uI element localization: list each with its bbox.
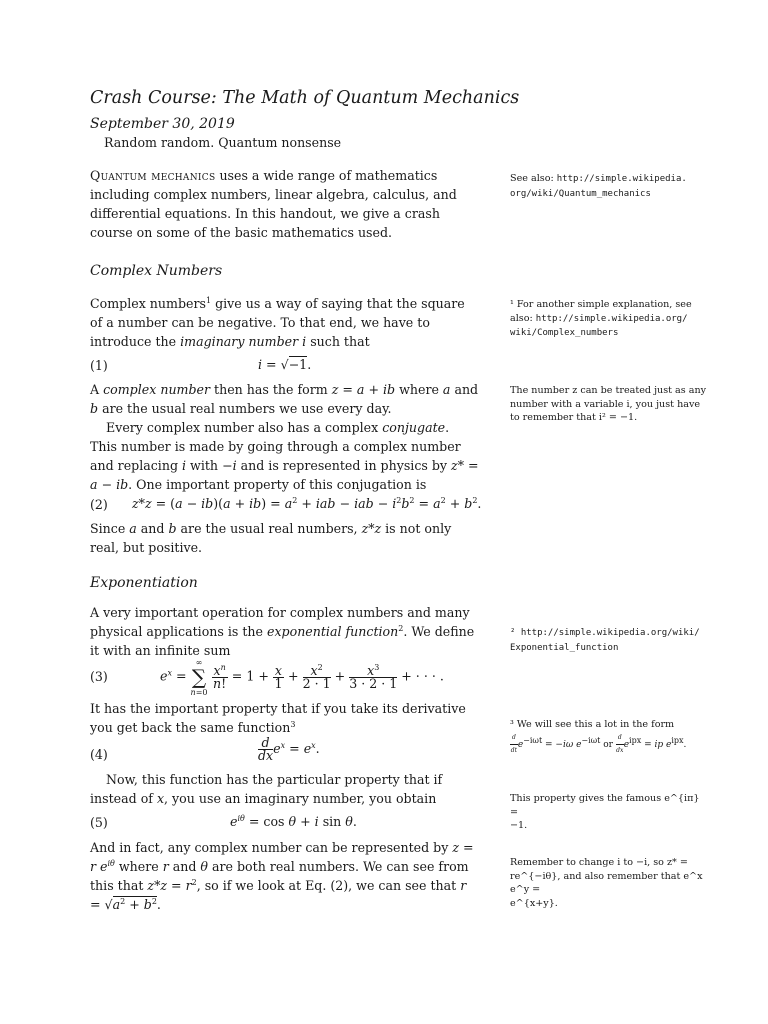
- page-title: Crash Course: The Math of Quantum Mechanics: [90, 88, 520, 108]
- sidenote-euler-line2: −1.: [510, 820, 528, 831]
- equation-number-3: (3): [90, 669, 108, 684]
- equation-3: $e^x$ = ∞ ∑ n=0 $\frac{x^n}{n!}$ = 1 + $\frac{x}{1}$ + $\frac{x^2}{2 \cdot 1}$ + $\frac{x^3}{3 \cdot 2 \cdot 1}$ + · · · .: [160, 658, 444, 697]
- equation-1: i = √−1.: [258, 357, 312, 372]
- section-heading-complex: Complex Numbers: [90, 263, 223, 279]
- sidenote-euler-line1: This property gives the famous e^{iπ} =: [510, 793, 700, 818]
- see-also-label: See also:: [510, 173, 554, 184]
- exp-paragraph-4: And in fact, any complex number can be represented by z = r $e^{i\theta}$ where r and θ are both real numbers. We can see from this that $z*z = r^2$, so if we look at Eq. (2), we can see that $r = √a^2 + b^2$.: [90, 840, 474, 912]
- intro-body: uses a wide range of mathematics including complex numbers, linear algebra, calculus, and differential equations. In this handout, we give a crash course on some of the basic mathematics used.: [90, 168, 457, 240]
- equation-number-1: (1): [90, 358, 108, 373]
- subtitle: Random random. Quantum nonsense: [104, 135, 342, 150]
- complex-paragraph-1: Complex numbers$^1$ give us a way of saying that the square of a number can be negative. To that end, we have to introduce the imaginary number i such that: [90, 295, 465, 349]
- exp-paragraph-2: It has the important property that if you take its derivative you get back the same function$^3$: [90, 701, 466, 735]
- sidenote-3: [510, 718, 730, 757]
- exp-paragraph-1: A very important operation for complex numbers and many physical applications is the exponential function$^2$. We define it with an infinite sum: [90, 605, 475, 658]
- exp-paragraph-3: Now, this function has the particular property that if instead of x, you use an imaginary number, you obtain: [90, 772, 443, 806]
- equation-2: $z*z = (a - ib)(a + ib) = a^2$ + iab − iab − $i^2b^2 = a^2 + b^2$.: [132, 495, 482, 511]
- sidenote-1-link[interactable]: http://simple.wikipedia.org/: [535, 313, 688, 324]
- sidenote-3-text: ³ We will see this a lot in the form: [510, 719, 675, 730]
- sidenote-change: [510, 856, 710, 910]
- equation-number-2: (2): [90, 497, 108, 512]
- see-also-link[interactable]: http://simple.wikipedia.: [556, 174, 687, 184]
- equation-5: $e^{i\theta} = \cos \theta + i$ sin θ.: [230, 813, 357, 829]
- sidenote-1: [510, 298, 710, 341]
- sidenote-change-line2: re^{−iθ}, and also remember that e^x e^y =: [510, 870, 703, 895]
- sidenote-3-formula: $\frac{d}{dt}$ $e^{-i\omega t} = -i\omega$ $e^{-i\omega t}$ or $\frac{d}{dx}$ $e^{ipx}$ = ip $e^{ipx}$.: [510, 733, 687, 754]
- equation-number-4: (4): [90, 747, 108, 762]
- sidenote-z-line1: The number z can be treated just as any: [510, 385, 707, 396]
- section-heading-exponentiation: Exponentiation: [90, 575, 198, 591]
- sidenote-2: [510, 626, 730, 655]
- complex-paragraph-2: A complex number then has the form z = a + ib where a and b are the usual real numbers we use every day. Every complex number also has a complex conjugate. This number is made by going through a complex number and replacing i with −i and is represented in physics by z* = a − ib. One important property of this conjugation is: [90, 382, 479, 492]
- sidenote-1-also: also:: [510, 312, 533, 324]
- sidenote-euler: [510, 792, 710, 833]
- sidenote-2-link[interactable]: ² http://simple.wikipedia.org/wiki/: [510, 628, 700, 638]
- intro-lead: Quantum mechanics: [90, 168, 216, 183]
- sidenote-z-line3: to remember that i² = −1.: [510, 412, 638, 423]
- equation-number-5: (5): [90, 815, 108, 830]
- sidenote-z: [510, 384, 710, 425]
- sidenote-change-line1: Remember to change i to −i, so z* =: [510, 857, 688, 868]
- sidenote-1-text: ¹ For another simple explanation, see: [510, 299, 692, 310]
- date: September 30, 2019: [90, 116, 235, 132]
- complex-paragraph-3: Since a and b are the usual real numbers, z*z is not only real, but positive.: [90, 521, 452, 555]
- sidenote-see-also: [510, 172, 710, 201]
- see-also-link-cont[interactable]: org/wiki/Quantum_mechanics: [510, 188, 651, 199]
- sidenote-z-line2: number with a variable i, you just have: [510, 398, 701, 410]
- sidenote-change-line3: e^{x+y}.: [510, 897, 558, 909]
- equation-4: $\frac{d}{dx}$ $e^x = e^x$.: [258, 735, 320, 763]
- sidenote-2-link-cont[interactable]: Exponential_function: [510, 642, 619, 653]
- intro-paragraph: [90, 166, 480, 242]
- sidenote-1-link-cont[interactable]: wiki/Complex_numbers: [510, 328, 619, 338]
